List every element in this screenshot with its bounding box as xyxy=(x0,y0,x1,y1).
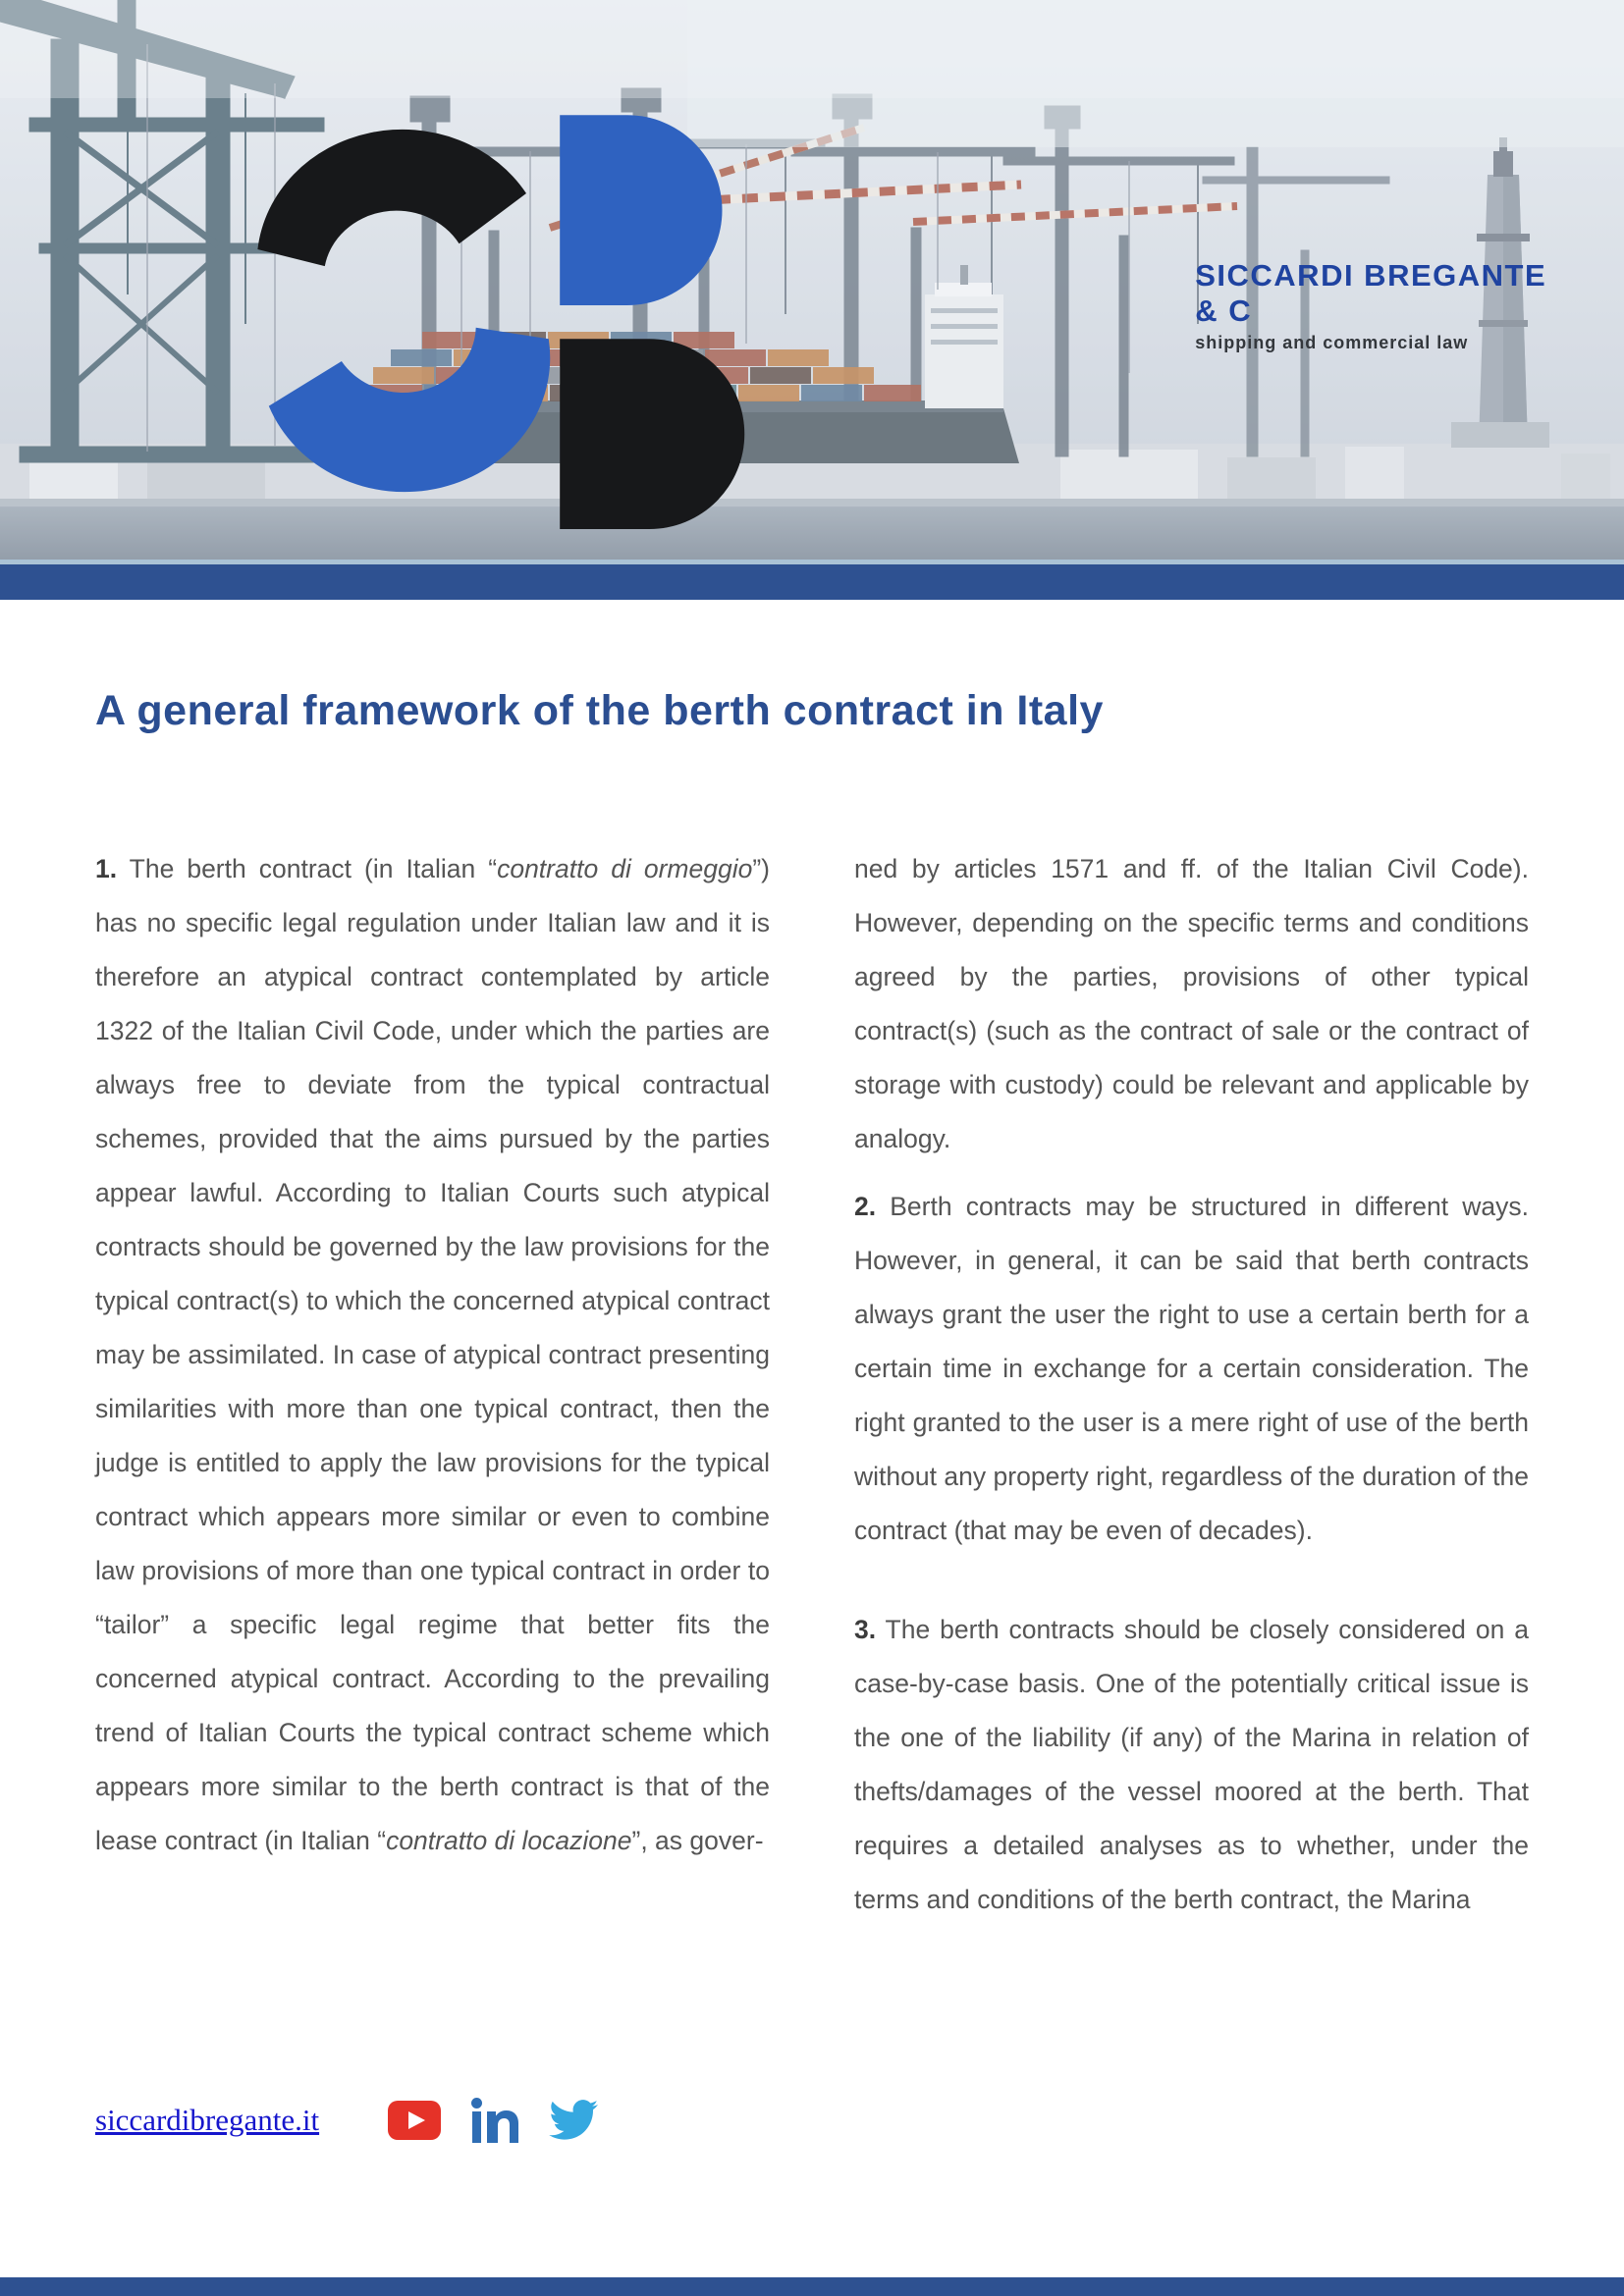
footer xyxy=(95,2091,598,2150)
left-column xyxy=(95,842,770,1941)
website-link[interactable]: siccardibregante.it xyxy=(95,2103,320,2137)
company-logo xyxy=(0,26,1565,585)
sb-monogram-icon xyxy=(0,26,1177,585)
italian-term: contratto di locazione xyxy=(386,1826,632,1855)
paragraph-number: 2. xyxy=(854,1192,877,1221)
linkedin-icon[interactable] xyxy=(470,2098,519,2143)
article-body xyxy=(95,842,1529,1941)
footer-divider-bar xyxy=(0,2277,1624,2296)
paragraph-2: 2. Berth contracts may be structured in different ways. However, in general, it can be said that berth contracts always grant the user the right to use a certain berth for a certain time in exchange for a certain consideration. The right granted to the user is a mere right of use of the berth without any property right, regardless of the duration of the contract (that may be even of decades). xyxy=(854,1192,1529,1545)
paragraph-number: 1. xyxy=(95,854,118,883)
header-photo xyxy=(0,0,1624,560)
twitter-icon[interactable] xyxy=(549,2100,598,2141)
paragraph-3: 3. The berth contracts should be closely considered on a case-by-case basis. One of the potentially critical issue is the one of the liability (if any) of the Marina in relation of thefts/damages of the vessel moored at the berth. That requires a detailed analyses as to whether, under the terms and conditions of the berth contract, the Marina xyxy=(854,1615,1529,1914)
header-divider-bar xyxy=(0,560,1624,600)
company-tagline: shipping and commercial law xyxy=(1195,332,1469,352)
italian-term: contratto di ormeggio xyxy=(497,854,753,883)
social-links xyxy=(388,2098,598,2143)
page-title: A general framework of the berth contract in Italy xyxy=(95,687,1104,734)
company-name: SICCARDI BREGANTE & C xyxy=(1195,257,1547,328)
paragraph-1: 1. The berth contract (in Italian “contratto di ormeggio”) has no specific legal regulation under Italian law and it is therefore an atypical contract contemplated by article 1322 of the Italian Civil Code, under which the parties are always free to deviate from the typical contractual schemes, provided that the aims pursued by the parties appear lawful. According to Italian Courts such atypical contracts should be governed by the law provisions for the typical contract(s) to which the concerned atypical contract may be assimilated. In case of atypical contract presenting similarities with more than one typical contract, then the judge is entitled to apply the law provisions for the typical contract which appears more similar or even to combine law provisions of more than one typical contract in order to “tailor” a specific legal regime that better fits the concerned atypical contract. According to the prevailing trend of Italian Courts the typical contract scheme which appears more similar to the berth contract is that of the lease contract (in Italian “contratto di locazione”, as gover- xyxy=(95,854,770,1855)
paragraph-1-continued: ned by articles 1571 and ff. of the Italian Civil Code). However, depending on the specific terms and conditions agreed by the parties, provisions of other typical contract(s) (such as the contract of sale or the contract of storage with custody) could be relevant and applicable by analogy. xyxy=(854,854,1529,1153)
paragraph-number: 3. xyxy=(854,1615,877,1644)
right-column xyxy=(854,842,1529,1941)
youtube-icon[interactable] xyxy=(388,2101,441,2140)
